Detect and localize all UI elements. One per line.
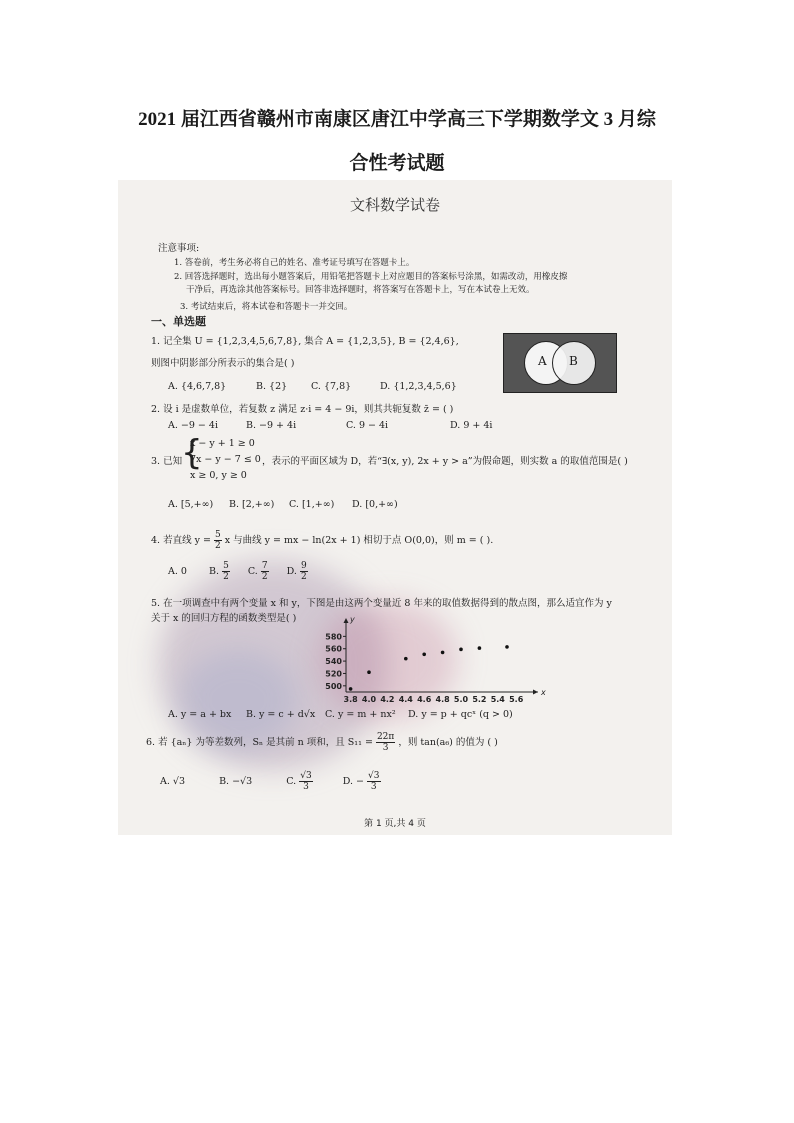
- set-b-label: B: [569, 354, 578, 368]
- data-point: [367, 670, 371, 674]
- data-point: [459, 648, 463, 652]
- y-axis-arrow: [344, 618, 349, 623]
- q5-option-d: D. y = p + qcˣ (q > 0): [408, 709, 513, 720]
- y-axis-label: y: [350, 616, 355, 624]
- q3-option-c: C. [1,+∞): [289, 499, 335, 510]
- q2-option-d: D. 9 + 4i: [450, 420, 493, 431]
- scanned-exam-page: [118, 180, 672, 835]
- fraction-numerator: 5: [223, 561, 229, 571]
- q3-stem: ，表示的平面区域为 D，若“∃(x, y), 2x + y > a”为假命题，则实数 a 的取值范围是( ): [262, 456, 628, 467]
- set-b-circle: [552, 341, 596, 385]
- option-d-fraction: [300, 561, 308, 582]
- q4-fraction: [214, 530, 222, 551]
- option-b-fraction: [222, 561, 230, 582]
- section-heading: 一、单选题: [151, 315, 206, 328]
- x-tick-label: 4.8: [435, 695, 450, 704]
- fraction-denominator: 3: [370, 782, 377, 792]
- q4-stem-suffix: x 与曲线 y = mx − ln(2x + 1) 相切于点 O(0,0)，则 m = ( ).: [224, 535, 494, 546]
- document-title: 2021 届江西省赣州市南康区唐江中学高三下学期数学文 3 月综: [138, 109, 656, 130]
- q6-options: [160, 770, 381, 794]
- q4-option-d: D.: [286, 566, 297, 577]
- fraction-numerator: 22π: [376, 732, 395, 742]
- x-axis-label: x: [541, 688, 546, 697]
- page-footer: 第 1 页,共 4 页: [364, 819, 426, 829]
- fraction-numerator: √3: [300, 771, 312, 781]
- q3-inequality-1: x − y + 1 ≥ 0: [190, 438, 255, 449]
- q4-options: [168, 561, 308, 583]
- data-point: [478, 646, 482, 650]
- q1-option-c: C. {7,8}: [311, 381, 352, 392]
- fraction-numerator: √3: [368, 771, 380, 781]
- q6-stem-prefix: 6. 若 {aₙ} 为等差数列，Sₙ 是其前 n 项和，且 S₁₁ =: [146, 737, 373, 748]
- data-point: [422, 652, 426, 656]
- x-tick-label: 4.0: [361, 695, 377, 704]
- x-tick-label: 4.2: [380, 695, 395, 704]
- fraction-denominator: 2: [261, 572, 268, 582]
- q6-option-b: B. −√3: [219, 776, 253, 787]
- q2-option-c: C. 9 − 4i: [346, 420, 389, 431]
- q6-stem: [146, 732, 498, 754]
- x-tick-label: 3.8: [343, 695, 358, 704]
- option-d-fraction: [367, 771, 380, 792]
- q4-stem: [151, 530, 493, 552]
- q5-option-a: A. y = a + bx: [168, 709, 232, 720]
- q1-stem: 1. 记全集 U = {1,2,3,4,5,6,7,8}, 集合 A = {1,2,3,5}, B = {2,4,6},: [151, 336, 459, 347]
- set-a-label: A: [538, 354, 547, 368]
- y-tick-label: 560: [325, 644, 342, 654]
- q5-option-b: B. y = c + d√x: [246, 709, 316, 720]
- q6-option-c: C.: [286, 776, 297, 787]
- q1-option-b: B. {2}: [256, 381, 288, 392]
- x-tick-label: 5.0: [453, 695, 469, 704]
- system-brace: {: [181, 433, 203, 473]
- q5-stem-continued: 关于 x 的回归方程的函数类型是( ): [151, 613, 297, 624]
- q4-option-c: C.: [247, 566, 258, 577]
- q2-option-b: B. −9 + 4i: [246, 420, 297, 431]
- data-point: [404, 657, 408, 661]
- q3-label: 3. 已知: [151, 456, 183, 467]
- q6-stem-suffix: ，则 tan(a₆) 的值为 ( ): [398, 737, 498, 748]
- document-title-continued: 合性考试题: [349, 153, 445, 174]
- data-point: [441, 651, 445, 655]
- x-tick-label: 4.4: [398, 695, 413, 704]
- q6-fraction: [376, 732, 395, 753]
- venn-diagram: [503, 333, 617, 393]
- fraction-denominator: 3: [382, 743, 389, 753]
- fraction-denominator: 2: [300, 572, 307, 582]
- q1-option-a: A. {4,6,7,8}: [168, 381, 227, 392]
- y-tick-label: 580: [325, 632, 342, 642]
- y-tick-label: 540: [325, 657, 342, 667]
- x-tick-label: 5.2: [472, 695, 487, 704]
- data-point: [505, 645, 509, 649]
- note-2-continued: 干净后，再选涂其他答案标号。回答非选择题时，将答案写在答题卡上，写在本试卷上无效。: [186, 285, 535, 295]
- q3-inequality-2: 7x − y − 7 ≤ 0: [190, 454, 261, 465]
- fraction-denominator: 2: [214, 541, 221, 551]
- q3-option-a: A. [5,+∞): [168, 499, 214, 510]
- x-tick-label: 5.4: [490, 695, 505, 704]
- option-c-fraction: [261, 561, 269, 582]
- x-tick-label: 4.6: [417, 695, 432, 704]
- q3-inequality-3: x ≥ 0, y ≥ 0: [190, 470, 247, 481]
- q4-stem-prefix: 4. 若直线 y =: [151, 535, 211, 546]
- fraction-numerator: 5: [214, 530, 221, 540]
- q2-stem: 2. 设 i 是虚数单位，若复数 z 满足 z·i = 4 − 9i，则其共轭复数 z̄ = ( ): [151, 404, 454, 415]
- scatter-plot: [318, 616, 548, 708]
- q4-option-b: B.: [209, 566, 220, 577]
- q4-option-a: A. 0: [168, 566, 187, 577]
- note-3: 3. 考试结束后，将本试卷和答题卡一并交回。: [180, 302, 353, 312]
- y-tick-label: 520: [325, 669, 342, 679]
- q1-stem-continued: 则图中阴影部分所表示的集合是( ): [151, 358, 295, 369]
- y-tick-label: 500: [325, 681, 342, 691]
- option-c-fraction: [299, 771, 312, 792]
- q3-option-d: D. [0,+∞): [352, 499, 398, 510]
- q5-stem: 5. 在一项调查中有两个变量 x 和 y，下图是由这两个变量近 8 年来的取值数据得到的散点图，那么适宜作为 y: [151, 598, 612, 609]
- fraction-denominator: 3: [303, 782, 309, 792]
- data-point: [349, 687, 353, 691]
- fraction-denominator: 2: [223, 572, 229, 582]
- q3-option-b: B. [2,+∞): [229, 499, 275, 510]
- x-axis-arrow: [533, 690, 538, 695]
- q6-option-d: D. −: [342, 776, 365, 787]
- q1-option-d: D. {1,2,3,4,5,6}: [380, 381, 457, 392]
- fraction-numerator: 7: [261, 561, 268, 571]
- fraction-numerator: 9: [300, 561, 307, 571]
- exam-title: 文科数学试卷: [349, 196, 440, 214]
- q6-option-a: A. √3: [160, 776, 185, 787]
- notes-heading: 注意事项:: [158, 243, 200, 254]
- q5-option-c: C. y = m + nx²: [325, 709, 396, 720]
- q2-option-a: A. −9 − 4i: [168, 420, 218, 431]
- note-1: 1. 答卷前，考生务必将自己的姓名、准考证号填写在答题卡上。: [174, 258, 415, 268]
- note-2: 2. 回答选择题时，选出每小题答案后，用铅笔把答题卡上对应题目的答案标号涂黑，如需改动，用橡皮擦: [174, 272, 568, 282]
- x-tick-label: 5.6: [509, 695, 524, 704]
